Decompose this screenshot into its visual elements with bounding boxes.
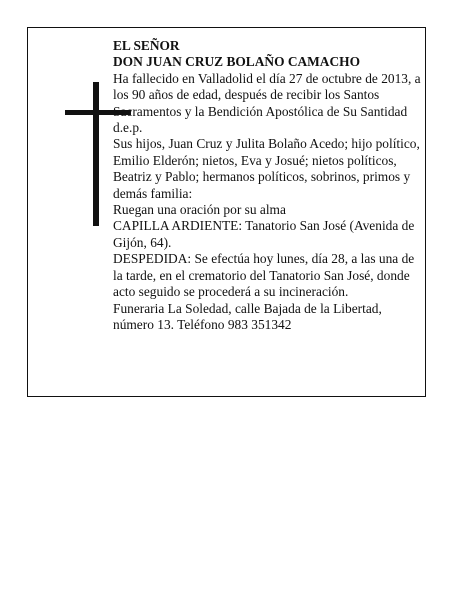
farewell-info: DESPEDIDA: Se efectúa hoy lunes, día 28, a las una de la tarde, en el crematorio del Tanatorio San José, donde acto seguido se procederá a su incineración. xyxy=(113,251,415,300)
heading-title: EL SEÑOR xyxy=(113,38,180,53)
funeral-home-info: Funeraria La Soledad, calle Bajada de la Libertad, número 13. Teléfono 983 351342 xyxy=(113,300,382,332)
notice-text xyxy=(113,38,423,333)
cross-vertical-bar xyxy=(93,82,99,226)
deceased-name: DON JUAN CRUZ BOLAÑO CAMACHO xyxy=(113,54,360,70)
death-announcement: Ha fallecido en Valladolid el día 27 de octubre de 2013, a los 90 años de edad, después de recibir los Santos Sacramentos y la Bendición Apostólica de Su Santidad d.e.p. xyxy=(113,70,421,136)
family-list: Sus hijos, Juan Cruz y Julita Bolaño Acedo; hijo político, Emilio Elderón; nietos, Eva y Josué; nietos políticos, Beatriz y Pablo; hermanos políticos, sobrinos, primos y demás familia: xyxy=(113,136,420,201)
prayer-request: Ruegan una oración por su alma xyxy=(113,202,286,218)
chapel-info: CAPILLA ARDIENTE: Tanatorio San José (Avenida de Gijón, 64). xyxy=(113,218,415,250)
